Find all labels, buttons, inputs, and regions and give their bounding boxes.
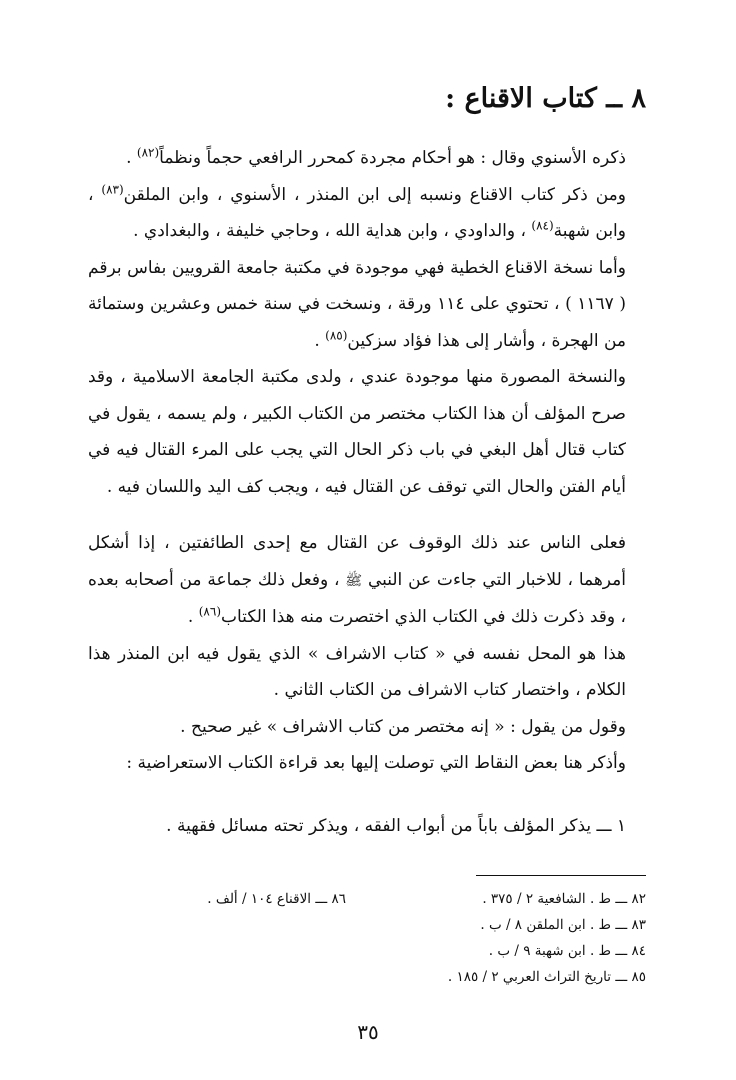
footnote-divider (476, 875, 646, 876)
footnote-83: ٨٣ ـــ ط . ابن الملقن ٨ / ب . (480, 917, 646, 933)
paragraph-text: والنسخة المصورة منها موجودة عندي ، ولدى مكتبة الجامعة الاسلامية ، وقد صرح المؤلف أن هذا الكتاب مختصر من الكتاب الكبير ، ولم يسمه ، يقول في كتاب قتال أهل البغي في باب ذكر الحال التي يجب على المرء القتال فيه في أيام الفتن والحال التي توقف عن القتال فيه ، ويجب كف اليد واللسان فيه . (88, 367, 626, 497)
footnote-ref-82[interactable]: (٨٢) (136, 145, 160, 160)
paragraph-4 (88, 359, 648, 505)
footnote-ref-84[interactable]: (٨٤) (531, 218, 554, 233)
numbered-point-1 (88, 808, 648, 845)
paragraph-text: ذكره الأسنوي وقال : هو أحكام مجردة كمحرر الرافعي حجماً ونظماً (159, 148, 626, 168)
page-number: ٣٥ (357, 1020, 379, 1044)
paragraph-1 (88, 140, 648, 177)
paragraph-text: وأما نسخة الاقناع الخطية فهي موجودة في مكتبة جامعة القرويين بفاس برقم ( ١١٦٧ ) ، تحتوي على ١١٤ ورقة ، ونسخت في سنة خمس وعشرين وستمائة من الهجرة ، وأشار إلى هذا فؤاد سزكين (88, 257, 626, 351)
paragraph-7 (88, 709, 648, 746)
paragraph-2 (88, 177, 648, 250)
footnote-85: ٨٥ ـــ تاريخ التراث العربي ٢ / ١٨٥ . (447, 969, 646, 985)
footnotes-left-column (86, 886, 346, 912)
footnote-84: ٨٤ ـــ ط . ابن شهبة ٩ / ب . (488, 943, 646, 959)
paragraph-text: هذا هو المحل نفسه في « كتاب الاشراف » الذي يقول فيه ابن المنذر هذا الكلام ، واختصار كتاب الاشراف من الكتاب الثاني . (88, 643, 626, 700)
salawat-glyph: ﷺ (345, 572, 363, 589)
paragraph-6 (88, 636, 648, 709)
paragraph-text: وقول من يقول : « إنه مختصر من كتاب الاشراف » غير صحيح . (180, 716, 626, 737)
footnote-ref-85[interactable]: (٨٥) (325, 327, 348, 342)
paragraph-3 (88, 250, 648, 360)
footnote-86: ٨٦ ـــ الاقناع ١٠٤ / ألف . (207, 891, 346, 907)
paragraph-text: وأذكر هنا بعض النقاط التي توصلت إليها بعد قراءة الكتاب الاستعراضية : (126, 753, 626, 773)
footnote-ref-86[interactable]: (٨٦) (198, 604, 221, 619)
section-heading: ٨ ــ كتاب الاقناع : (445, 83, 646, 114)
footnote-ref-83[interactable]: (٨٣) (101, 181, 124, 196)
paragraph-text: . (187, 607, 199, 627)
body-text (88, 140, 648, 844)
paragraph-text: ١ ـــ يذكر المؤلف باباً من أبواب الفقه ، ويذكر تحته مسائل فقهية . (166, 815, 626, 836)
paragraph-text: ، وفعل ذلك جماعة من أصحابه بعده ، وقد ذكرت ذلك في الكتاب الذي اختصرت منه هذا الكتاب (88, 569, 626, 627)
quote-paragraph (88, 525, 648, 636)
paragraph-text: ومن ذكر كتاب الاقناع ونسبه إلى ابن المنذر ، الأسنوي ، وابن الملقن (123, 184, 627, 205)
paragraph-text: ، وابن شهبة (88, 184, 626, 241)
footnote-82: ٨٢ ـــ ط . الشافعية ٢ / ٣٧٥ . (482, 891, 646, 907)
paragraph-8 (88, 745, 648, 782)
footnotes-right-column (346, 886, 646, 990)
paragraph-text: . (126, 148, 137, 168)
paragraph-text: . (314, 330, 326, 351)
paragraph-text: فعلى الناس عند ذلك الوقوف عن القتال مع إحدى الطائفتين ، إذا أشكل أمرهما ، للاخبار التي جاءت عن النبي (88, 533, 626, 590)
paragraph-text: ، والداودي ، وابن هداية الله ، وحاجي خليفة ، والبغدادي . (133, 221, 532, 241)
